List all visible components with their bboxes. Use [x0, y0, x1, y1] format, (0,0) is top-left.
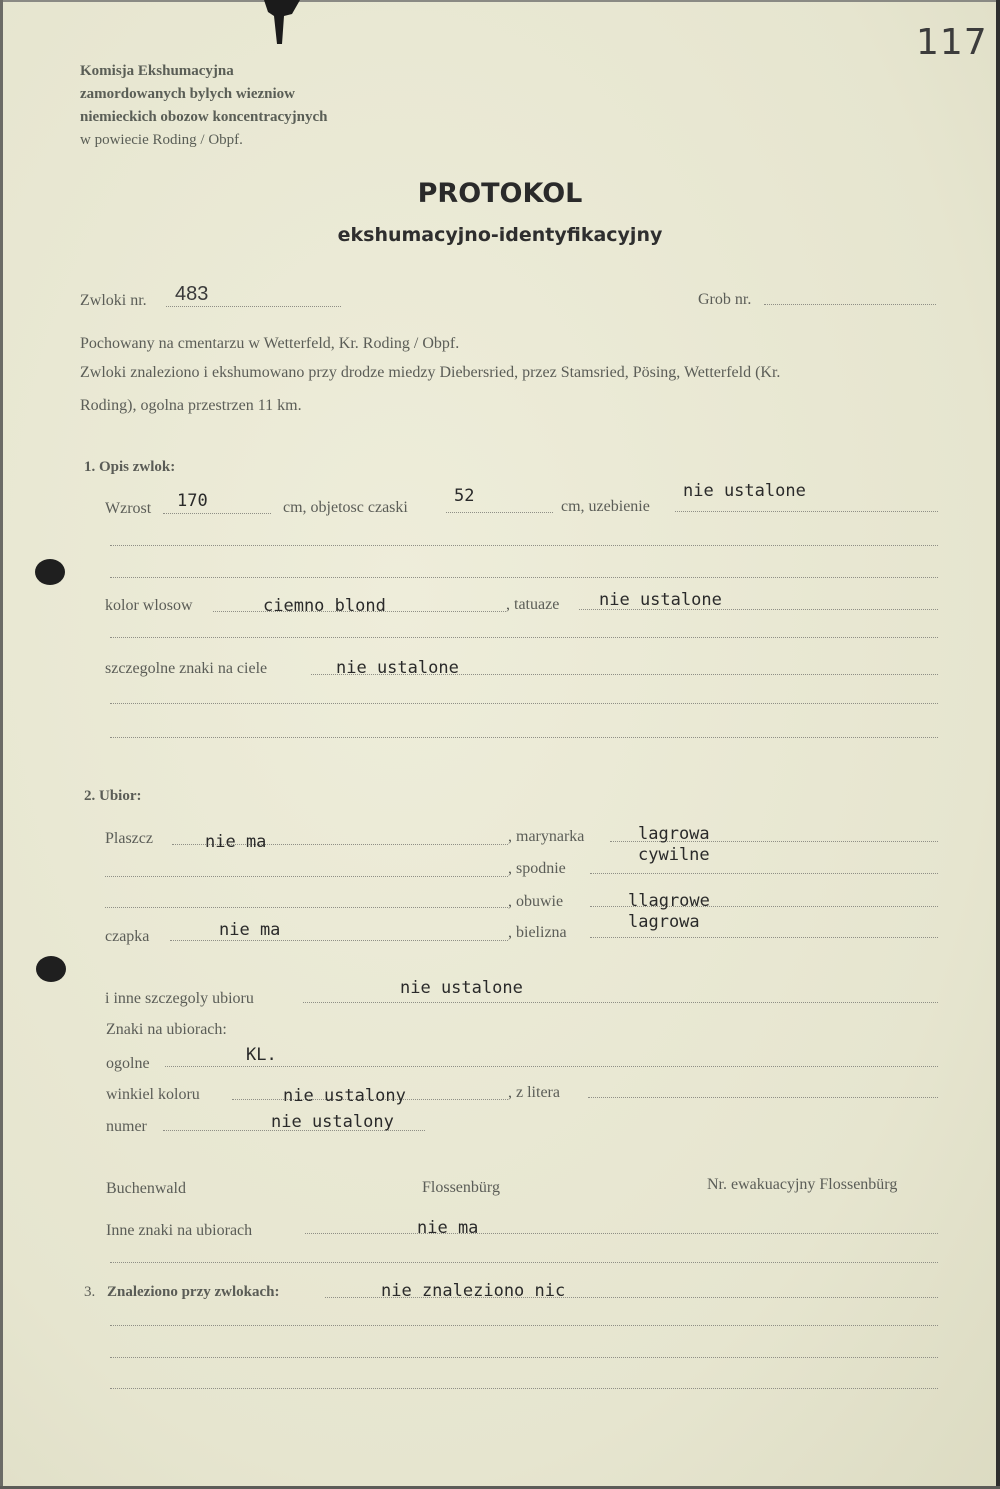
czaszka-line	[446, 512, 553, 513]
tatuaze-label: , tatuaze	[506, 596, 560, 613]
wzrost-line	[163, 513, 271, 514]
blank-line	[110, 545, 938, 546]
winkiel-label: winkiel koloru	[106, 1086, 200, 1103]
intro-line-1: Pochowany na cmentarzu w Wetterfeld, Kr. Roding / Obpf.	[80, 335, 460, 352]
numer-label: numer	[106, 1118, 147, 1135]
flossenburg-label: Flossenbürg	[422, 1179, 500, 1196]
blank-line	[105, 876, 508, 877]
document-title: PROTOKOL	[417, 178, 583, 209]
grob-label: Grob nr.	[698, 291, 752, 308]
section3-heading: Znaleziono przy zwlokach:	[107, 1284, 280, 1300]
inne-line	[303, 1002, 938, 1003]
zwloki-line	[166, 306, 341, 307]
section3-value: nie znaleziono nic	[381, 1281, 566, 1301]
inne-znaki-label: Inne znaki na ubiorach	[106, 1222, 253, 1239]
inne-znaki-line	[305, 1233, 938, 1234]
uzebienie-value: nie ustalone	[683, 481, 806, 501]
blank-line	[110, 637, 938, 638]
header-line-4: w powiecie Roding / Obpf.	[80, 132, 243, 148]
blank-line	[110, 1357, 938, 1358]
wlosy-value: ciemno blond	[263, 596, 386, 616]
plaszcz-value: nie ma	[205, 832, 267, 852]
czapka-value: nie ma	[219, 920, 281, 940]
wlosy-label: kolor wlosow	[105, 597, 193, 614]
ewakuacyjny-label: Nr. ewakuacyjny Flossenbürg	[707, 1176, 898, 1193]
zwloki-label: Zwloki nr.	[80, 292, 147, 309]
intro-line-2: Zwloki znaleziono i ekshumowano przy drodze miedzy Diebersried, przez Stamsried, Pösing, Wetterfeld (Kr.	[80, 364, 781, 381]
punch-hole-icon	[36, 956, 66, 982]
bielizna-label: , bielizna	[508, 924, 567, 941]
inne-znaki-value: nie ma	[417, 1218, 479, 1238]
czaszka-label: cm, objetosc czaski	[283, 499, 408, 516]
blank-line	[110, 1262, 938, 1263]
obuwie-label: , obuwie	[508, 893, 564, 910]
znaki-ubiorach-heading: Znaki na ubiorach:	[106, 1021, 227, 1038]
staple-mark-icon	[262, 0, 302, 44]
marynarka-value: lagrowa	[638, 824, 710, 844]
plaszcz-label: Plaszcz	[105, 830, 153, 847]
litera-label: , z litera	[508, 1084, 560, 1101]
inne-label: i inne szczegoly ubioru	[105, 990, 254, 1007]
buchenwald-label: Buchenwald	[106, 1180, 186, 1197]
wzrost-label: Wzrost	[105, 500, 152, 517]
spodnie-line	[590, 873, 938, 874]
blank-line	[110, 1325, 938, 1326]
page-edge-top	[0, 0, 1000, 2]
znaki-label: szczegolne znaki na ciele	[105, 660, 268, 677]
blank-line	[110, 703, 938, 704]
inne-value: nie ustalone	[400, 978, 523, 998]
header-line-3: niemieckich obozow koncentracyjnych	[80, 109, 328, 125]
grob-line	[764, 304, 936, 305]
winkiel-value: nie ustalony	[283, 1086, 406, 1106]
ogolne-value: KL.	[246, 1045, 277, 1065]
czaszka-value: 52	[454, 486, 475, 506]
tatuaze-value: nie ustalone	[599, 590, 722, 610]
section1-heading: 1. Opis zwlok:	[84, 459, 176, 475]
uzebienie-line	[675, 511, 938, 512]
numer-value: nie ustalony	[271, 1112, 394, 1132]
uzebienie-label: cm, uzebienie	[561, 498, 650, 515]
obuwie-value: llagrowe	[628, 891, 710, 911]
section2-heading: 2. Ubior:	[84, 788, 142, 804]
blank-line	[110, 1388, 938, 1389]
intro-line-3: Roding), ogolna przestrzen 11 km.	[80, 397, 302, 414]
znaki-value: nie ustalone	[336, 658, 459, 678]
blank-line	[110, 737, 938, 738]
spodnie-value: cywilne	[638, 845, 710, 865]
header-line-1: Komisja Ekshumacyjna	[80, 63, 234, 79]
czapka-line	[170, 940, 508, 941]
blank-line	[110, 577, 938, 578]
ogolne-label: ogolne	[106, 1055, 150, 1072]
section3-number: 3.	[84, 1284, 96, 1300]
wzrost-value: 170	[177, 491, 208, 511]
marynarka-label: , marynarka	[508, 828, 585, 845]
page-number: 117	[916, 22, 988, 63]
bielizna-line	[590, 937, 938, 938]
document-subtitle: ekshumacyjno-identyfikacyjny	[337, 224, 663, 246]
bielizna-value: lagrowa	[628, 912, 700, 932]
spodnie-label: , spodnie	[508, 860, 566, 877]
litera-line	[588, 1097, 938, 1098]
blank-line	[105, 907, 508, 908]
header-line-2: zamordowanych bylych wiezniow	[80, 86, 295, 102]
ogolne-line	[165, 1066, 938, 1067]
punch-hole-icon	[35, 559, 65, 585]
czapka-label: czapka	[105, 928, 150, 945]
zwloki-value: 483	[175, 283, 209, 305]
